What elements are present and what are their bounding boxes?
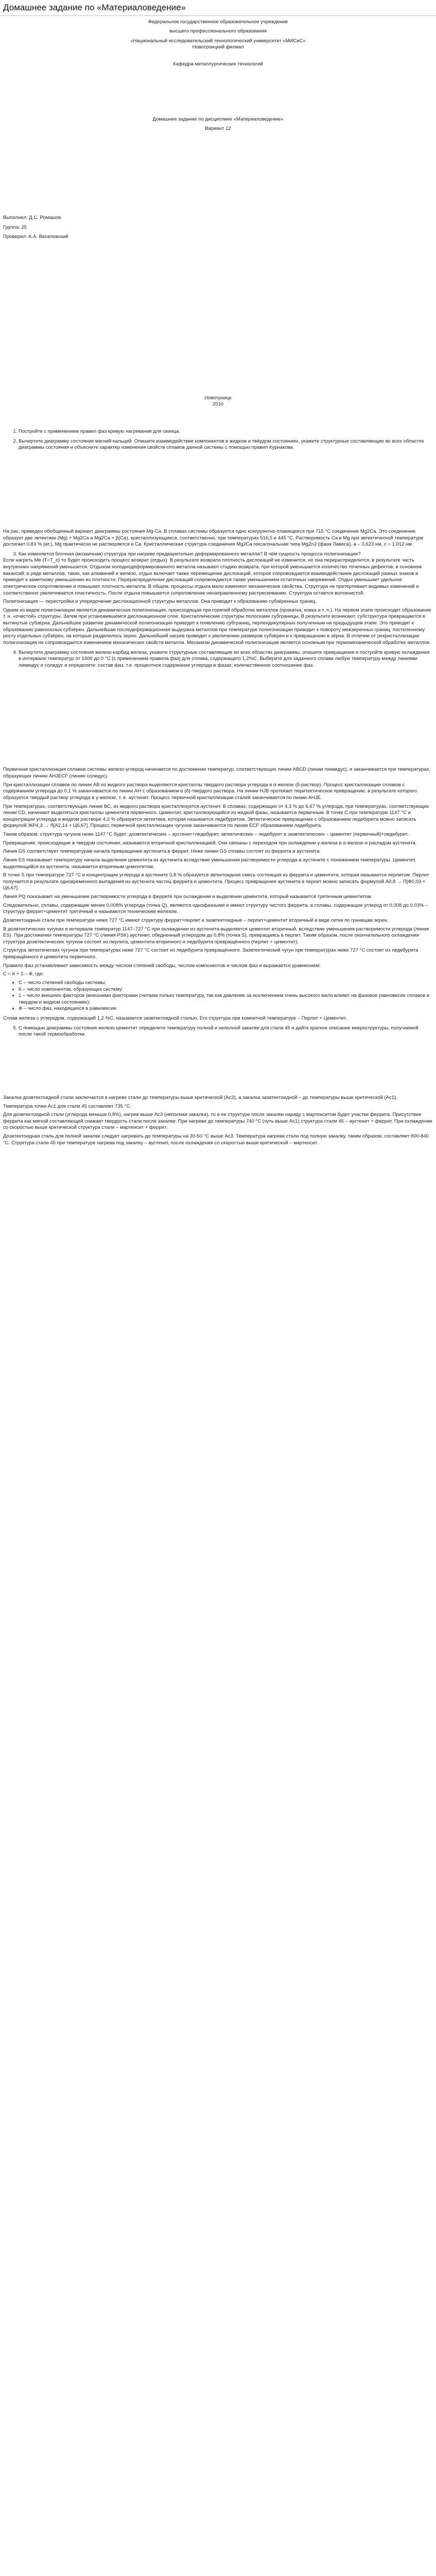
- paragraph: Первичная кристаллизация сплавов системы железо-углерод начинается по достижении температур, соответствующих линии ABCD (линии ликвидус), и заканчивается при температурах, образующих линию AHJECF (линию солидус).: [3, 767, 431, 779]
- task-5: 5. С помощью диаграммы состояния железо-цементит определите температуру полной и неполной закалки для стали 45 и дайте краткое описание микроструктуры, получаемой после такой термообработки.: [19, 1025, 433, 1038]
- task-list: [3, 650, 433, 669]
- header-line: Кафедра металлургических технологий: [173, 61, 263, 67]
- group-line: Группа: 25: [3, 224, 27, 230]
- year: 2010: [212, 401, 224, 408]
- task-list: [3, 551, 433, 558]
- paragraph: Если нагреть Me (T=T_п) то будет происходить процесс возврат (отдых). В результате возврата плотность дислокаций не изменится, но она перераспределится, в результате часть внутренних напряжений уменьшится. Отдыхом холоднодеформированного металла называют стадию возврата, при которой уменьшается количество точечных дефектов, в основном вакансий; в ряде металлов, таких, как алюминий и железо, отдых включает также перемещение дислокаций, которое сопровождается взаимодействием дислокаций разных знаков и приводит к заметному уменьшению их плотности. Перераспределение дислокаций сопровождается также уменьшением остаточных напряжений. Отдых уменьшает удельное электрическое сопротивление и повышает плотность металла. В общем, процессы отдыха мало изменяют механические свойства. Структура не претерпевает видимых изменений и соответственно увеличивается пластичность. После отдыха повышается сопротивление ненаправленному растрескиванию. Структура остается волокнистой.: [3, 557, 422, 596]
- paragraph: Закалка доэвтектоидной стали заключается в нагреве стали до температуры выше критической (Ас3), а закалка заэвтектоидной – до температуры выше критической (Ас1).: [3, 1094, 397, 1100]
- paragraph: Таким образом, структура чугунов ниже 1147 °С будет: доэвтектических – аустенит+ледебурит, эвтектических – ледебурит и заэвтектических – цементит (первичный)+ледебурит.: [3, 832, 409, 838]
- task-4: 4. Вычертите диаграмму состояния железо-карбид железа, укажите структурные составляющие во всех областях диаграммы, опишите превращения и постройте кривую охлаждения в интервале температур от 1600 до 0 °С (с применением правила фаз) для сплава, содержащего 1,2%С. Выберите для заданного сплава любую температуру между линиями ликвидус и солидус и определите: состав фаз, т.е. процентное содержание углерода в фазах; количественное соотношение фаз.: [19, 650, 433, 669]
- paragraph: На рис. приведен обобщенный вариант диаграммы состояния Mg-Ca. В сплавах системы образуется одно конгруэнтно-плавящееся при 715 °С соединение Mg2Ca. Это соединение образует две эвтектики (Mg) + Mg2Ca и Mg2Ca + β(Ca), кристаллизующиеся, соответственно, при температурах 516,5 и 445 °С. Растворимость Ca в Mg при эвтектической температуре достигает 0,83 % (ат.). Mg практически не растворяется в Ca. Кристаллическая структура соединения Mg2Ca гексагональная типа MgZn2 (фаза Лавеса), а – 0,623 нм, с = 1,012 нм.: [3, 528, 424, 548]
- paragraph: С = К + 1 – Ф, где:: [3, 971, 44, 977]
- list-item: • К – число компонентов, образующих систему;: [19, 987, 433, 993]
- paragraph: Структура эвтектических чугунов при температурах ниже 727 °С состоит из ледебурита превращённого. Заэвтектический чугун при температурах ниже 727 °С состоит из ледебурита превращённого и цементита первичного.: [3, 947, 418, 960]
- paragraph: Линия GS соответствует температурам начала превращения аустенита в феррит. Ниже линии GS сплавы состоят из феррита и аустенита.: [3, 849, 321, 855]
- paragraph: Превращения, происходящие в твердом состоянии, называются вторичной кристаллизацией. Они связаны с переходом при охлаждении γ-железа в α-железо и распадом аустенита.: [3, 840, 417, 846]
- header-line: Новотроицкий филиал: [192, 44, 244, 50]
- task-list: [3, 429, 433, 451]
- header-line: Федеральное государственное образовательное учреждение: [148, 19, 288, 25]
- paragraph: Линия ES показывает температуру начала выделения цементита из аустенита вследствие уменьшения растворимости углерода в аустените с понижением температуры. Цементит, выделяющийся из аустенита, называется вторичным цементитом.: [3, 857, 416, 870]
- task-3: 3. Как изменяется блочная (мозаичная) структура при нагреве предварительно деформированного металла? В чём сущность процесса полигонизации?: [19, 551, 433, 558]
- document-body: [0, 16, 436, 1147]
- list-item: • 1 – число внешних факторов (внешними факторами считаем только температуру, так как давление за исключением очень высокого мало влияет на фазовое равновесие сплавов в твердом и жидком состояниях);: [19, 993, 433, 1006]
- paragraph: Линия PQ показывает на уменьшение растворимости углерода в феррите при охлаждении и выделении цементита, который называется третичным цементитом.: [3, 894, 373, 900]
- list-item: • Ф – число фаз, находящихся в равновесии.: [19, 1006, 433, 1012]
- paragraph: В доэвтектических чугунах в интервале температур 1147–727 °С при охлаждении из аустенита выделяется цементит вторичный, вследствие уменьшения растворимости углерода (линия ES). При достижении температуры 727 °С (линия PSK) аустенит, обедненный углеродом до 0,8% (точка S), превращаясь в перлит. Таким образом, после окончательного охлаждения структура доэвтектических чугунов состоит из перлита, цементита вторичного и ледебурита превращённого (перлит + цементит).: [3, 926, 429, 945]
- phase-rule-list: [3, 980, 433, 1012]
- paragraph: Полигонизация — перестройка и упорядочение дислокационной структуры металлов. Она приводит к образованию субзёренных границ.: [3, 599, 317, 605]
- diagram-placeholder: [3, 451, 433, 529]
- paragraph: Доэвтектоидная сталь для полной закалки следует нагревать до температуры на 30-50 °С выше Ас3. Температура нагрева стали под полную закалку, таким образом, составляет 800-840 °С. Структура стали 45 при температуре нагрева под закалку – аустенит, после охлаждения со скоростью выше критической – мартенсит.: [3, 1133, 429, 1146]
- document-title: Домашнее задание по «Материаловедение»: [0, 0, 436, 16]
- diagram-placeholder: [3, 669, 433, 767]
- diagram-placeholder: [3, 1038, 433, 1095]
- author-line: Выполнил: Д.С. Ромашов: [3, 214, 61, 221]
- paragraph: При температурах, соответствующих линии ВС, из жидкого раствора кристаллизуется аустенит. В сплавах, содержащих от 4,3 % до 6,67 % углерода, при температурах, соответствующих линии CD, начинают выделяться кристаллы цементита первичного. Цементит, кристаллизующийся из жидкой фазы, называется первичным. В точке С при температуре 1147 °С и концентрации углерода в жидком растворе 4,3 % образуется эвтектика, которая называется ледебуритом. Эвтектическое превращение с образованием ледебурита можно записать формулой ЖР4,3 → Л[А2,14 + Ц6,67]. Процесс первичной кристаллизации чугунов заканчивается по линии ECF образованием ледебурита.: [3, 803, 429, 829]
- list-item: • С – число степеней свободы системы;: [19, 980, 433, 987]
- header-line: Домашнее задание по дисциплине «Материаловедение»: [152, 116, 284, 122]
- paragraph: Следовательно, сплавы, содержащие менее 0,008% углерода (точка Q), являются однофазными и имеют структуру чистого феррита, а сплавы, содержащие углерод от 0,008 до 0,03% – структуру феррит+цементит третичный и называются техническим железом.: [3, 902, 428, 915]
- task-1: 1. Постройте с применением правил фаз кривую нагревания для свинца.: [19, 429, 433, 435]
- header-line: Вариант 12: [205, 126, 231, 132]
- paragraph: Доэвтектоидные стали при температуре ниже 727 °С имеют структуру феррит+перлит и заэвтектоидные – перлит+цементит вторичный в виде сетки по границам зерен.: [3, 917, 389, 923]
- paragraph: Сплав железа с углеродом, содержащий 1,2 %С, называется заэвтектоидной сталью. Его структура при комнатной температуре – Перлит + Цементит.: [3, 1015, 347, 1022]
- paragraph: При кристаллизации сплавов по линии АВ из жидкого раствора выделяются кристаллы твердого раствора углерода в α-железе (δ-раствор). Процесс кристаллизации сплавов с содержанием углерода до 0,1 % заканчивается по линии АН с образованием α (δ)-твердого раствора. На линии НJВ протекает перитектическое превращение, в результате которого образуется твердый раствор углерода в γ-железе, т. е. аустенит. Процесс первичной кристаллизации сталей заканчивается по линии AHJE.: [3, 782, 417, 801]
- header-line: высшего профессионального образования: [169, 28, 267, 35]
- paragraph: Правило фаз устанавливает зависимость между числом степеней свободы, числом компонентов и числом фаз и выражается уравнением:: [3, 962, 321, 969]
- checked-line: Проверил: А.А. Веселовский: [3, 234, 68, 240]
- paragraph: Для доэвтектоидной стали (углерода меньше 0,8%), нагрев выше Ас3 (неполная закалка), то в ее структуре после закалки наряду с мартенситом будет участки феррита. Присутствие феррита как мягкой составляющей снижает твердость стали после закалки. При нагреве до температуры 740 °С (чуть выше Ас1) структура стали 45 – аустенит + феррит. При охлаждении со скоростью выше критической структура стали – мартенсит + феррит.: [3, 1112, 432, 1131]
- paragraph: Одним из видов полигонизации является динамическая полигонизация, происходящая при горячей обработке металлов (прокатка, ковка и т. п.). На первом этапе происходит образование т. н. «очистой» структуры. Затем при установившемся дислокационном слое. Кристаллические структуры полосками субграницы. В результате возникают, субструктура превращается в вытянутые субзёрна. Дальнейшее развитие динамической полигонизации приводит к появлению субграниц, перпендикулярных полученным на предыдущем этапе. Это приводит к образованию равноосных субзёрен. Дальнейшая последеформационная выдержка металлов при температуре полигонизации приводит к повороту межзеренных границ, постепенному росту отдельных субзёрен, на которые разделилось зерно. Дальнейший нагрев приводит к увеличению размеров субзёрен и к превращению в зёрна. В отличие от рекристаллизации полигонизация не сопровождается изменением механических свойств металла. Механизм динамической полигонизации является основным при термомеханической обработке металлов.: [3, 607, 431, 646]
- city: Новотроицк: [204, 395, 232, 401]
- task-2: 2. Вычертите диаграмму состояния магний-кальций. Опишите взаимодействие компонентов в жидком и твёрдом состояниях, укажите структурные составляющие во всех областях диаграммы состояния и объясните характер изменения свойств сплавов данной системы с помощью правил Курнакова.: [19, 438, 433, 451]
- paragraph: Температура точки Ас1 для стали 45 составляет 735 °С.: [3, 1103, 132, 1109]
- paragraph: В точке S при температуре 727 °С и концентрации углерода в аустените 0,8 % образуется эвтектоидная смесь состоящая из феррита и цементита, которая называется перлитом. Перлит получается в результате одновременного выпадения из аустенита частиц феррита и цементита. Процесс превращения аустенита в перлит можно записать формулой А0,8 → П[Ф0,03 + Ц6,67].: [3, 872, 429, 891]
- header-line: «Национальный исследовательский технологический университет «МИСиС»: [130, 38, 306, 44]
- task-list: [3, 1025, 433, 1038]
